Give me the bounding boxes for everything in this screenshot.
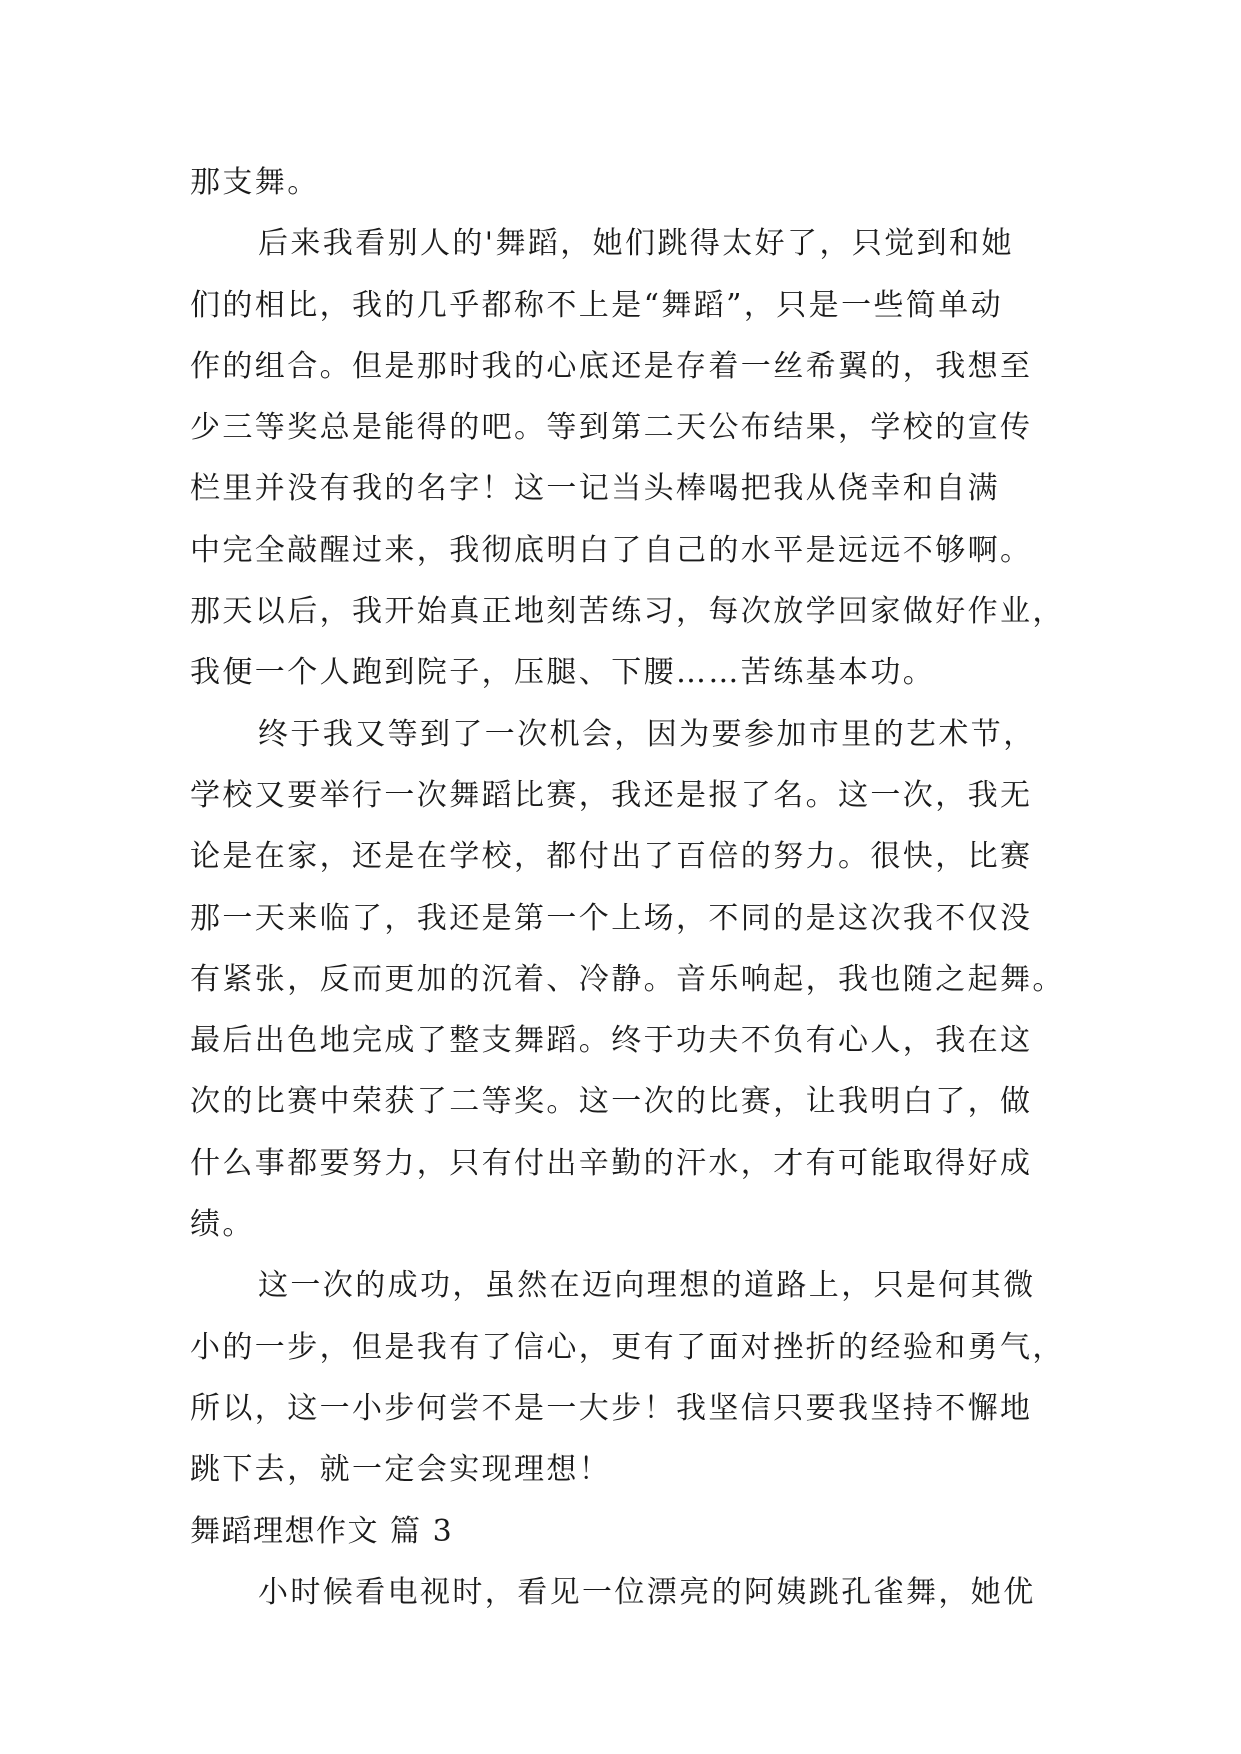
paragraph-line: 终于我又等到了一次机会，因为要参加市里的艺术节， xyxy=(258,716,1036,752)
paragraph-line: 那一天来临了，我还是第一个上场，不同的是这次我不仅没 xyxy=(190,900,1033,936)
paragraph-line: 最后出色地完成了整支舞蹈。终于功夫不负有心人，我在这 xyxy=(190,1023,1033,1059)
paragraph-line: 这一次的成功，虽然在迈向理想的道路上，只是何其微 xyxy=(258,1268,1036,1304)
paragraph-line: 跳下去，就一定会实现理想！ xyxy=(190,1452,612,1488)
paragraph-line: 有紧张，反而更加的沉着、冷静。音乐响起，我也随之起舞。 xyxy=(190,961,1065,997)
paragraph-line: 所以，这一小步何尝不是一大步！我坚信只要我坚持不懈地 xyxy=(190,1390,1033,1426)
paragraph-line: 作的组合。但是那时我的心底还是存着一丝希翼的，我想至 xyxy=(190,348,1033,384)
paragraph-line: 栏里并没有我的名字！这一记当头棒喝把我从侥幸和自满 xyxy=(190,471,1000,507)
paragraph-line: 那天以后，我开始真正地刻苦练习，每次放学回家做好作业， xyxy=(190,594,1065,630)
paragraph-line: 后来我看别人的'舞蹈，她们跳得太好了，只觉到和她 xyxy=(258,226,1014,262)
paragraph-line: 少三等奖总是能得的吧。等到第二天公布结果，学校的宣传 xyxy=(190,410,1033,446)
paragraph-line: 们的相比，我的几乎都称不上是“舞蹈”，只是一些简单动 xyxy=(190,287,1004,323)
paragraph-line: 次的比赛中荣获了二等奖。这一次的比赛，让我明白了，做 xyxy=(190,1084,1033,1120)
paragraph-line: 小的一步，但是我有了信心，更有了面对挫折的经验和勇气， xyxy=(190,1329,1065,1365)
essay-body xyxy=(190,152,1065,1623)
paragraph-line: 学校又要举行一次舞蹈比赛，我还是报了名。这一次，我无 xyxy=(190,777,1033,813)
paragraph-line: 我便一个人跑到院子，压腿、下腰……苦练基本功。 xyxy=(190,655,936,691)
section-heading: 舞蹈理想作文 篇 3 xyxy=(190,1513,454,1549)
paragraph-line: 中完全敲醒过来，我彻底明白了自己的水平是远远不够啊。 xyxy=(190,532,1033,568)
paragraph-line: 什么事都要努力，只有付出辛勤的汗水，才有可能取得好成 xyxy=(190,1145,1033,1181)
paragraph-line: 论是在家，还是在学校，都付出了百倍的努力。很快，比赛 xyxy=(190,839,1033,875)
paragraph-line: 小时候看电视时，看见一位漂亮的阿姨跳孔雀舞，她优 xyxy=(258,1574,1036,1610)
paragraph-line: 那支舞。 xyxy=(190,165,320,200)
paragraph-line: 绩。 xyxy=(190,1207,255,1243)
